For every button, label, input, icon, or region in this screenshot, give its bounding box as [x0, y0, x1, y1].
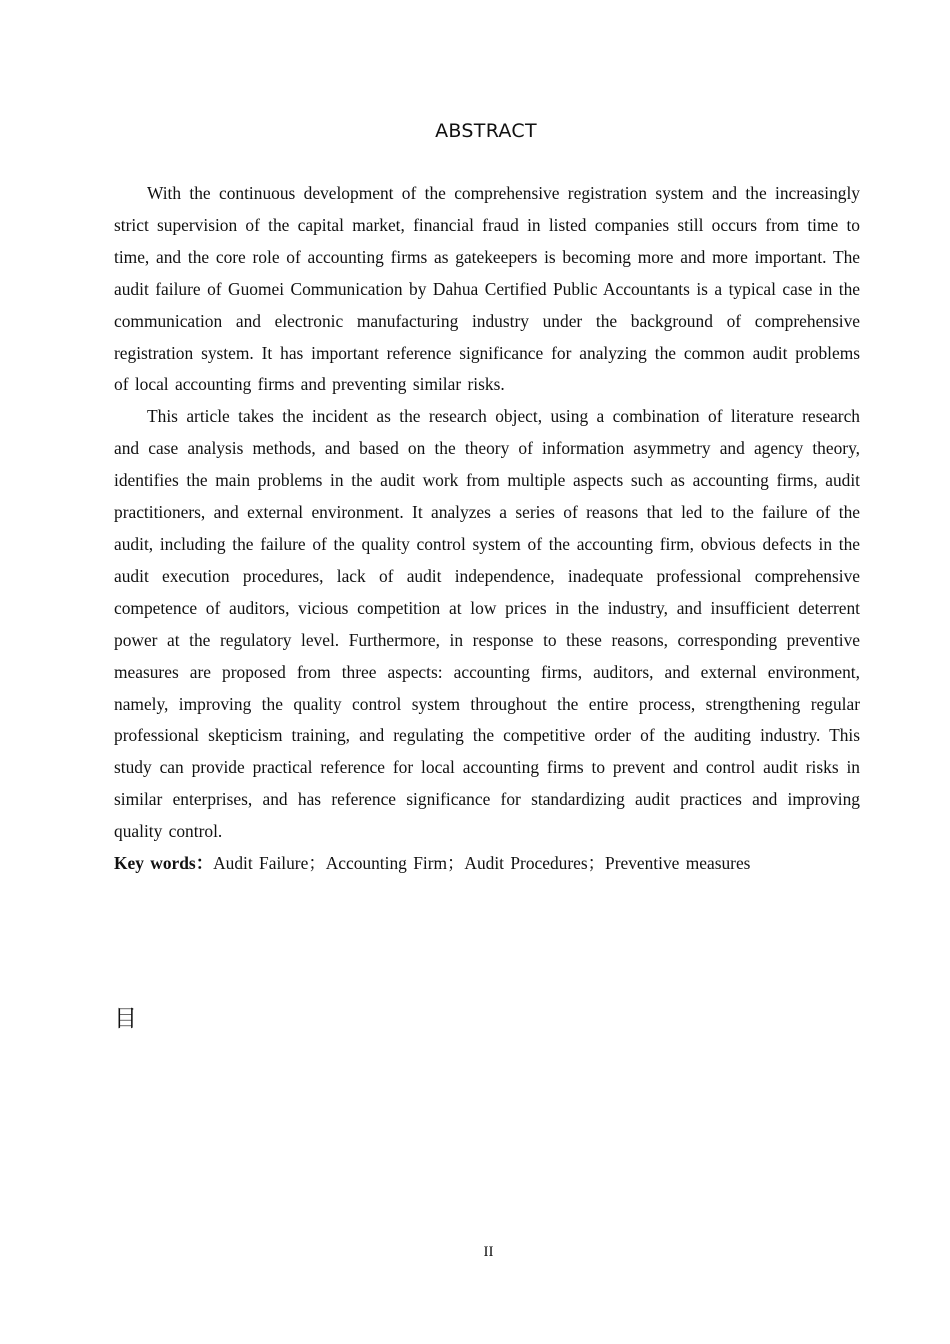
keywords-line: [114, 848, 860, 880]
table-of-contents-heading: 目: [114, 1006, 137, 1032]
keywords-text: Audit Failure；Accounting Firm；Audit Procedures；Preventive measures: [213, 853, 751, 874]
page-number: II: [483, 1244, 494, 1260]
abstract-paragraph-2: This article takes the incident as the research object, using a combination of literature research and case analysis methods, and based on the theory of information asymmetry and agency theory, identifies the main problems in the audit work from multiple aspects such as accounting firms, audit practitioners, and external environment. It analyzes a series of reasons that led to the failure of the audit, including the failure of the quality control system of the accounting firm, obvious defects in the audit execution procedures, lack of audit independence, inadequate professional comprehensive competence of auditors, vicious competition at low prices in the industry, and insufficient deterrent power at the regulatory level. Furthermore, in response to these reasons, corresponding preventive measures are proposed from three aspects: accounting firms, auditors, and external environment, namely, improving the quality control system throughout the entire process, strengthening regular professional skepticism training, and regulating the competitive order of the auditing industry. This study can provide practical reference for local accounting firms to prevent and control audit risks in similar enterprises, and has reference significance for standardizing audit practices and improving quality control.: [114, 406, 860, 842]
abstract-title: ABSTRACT: [435, 120, 537, 142]
abstract-body: [114, 178, 860, 880]
abstract-paragraph-1: With the continuous development of the comprehensive registration system and the increasingly strict supervision of the capital market, financial fraud in listed companies still occurs from time to time, and the core role of accounting firms as gatekeepers is becoming more and more important. The audit failure of Guomei Communication by Dahua Certified Public Accountants is a typical case in the communication and electronic manufacturing industry under the background of comprehensive registration system. It has important reference significance for analyzing the common audit problems of local accounting firms and preventing similar risks.: [114, 183, 860, 395]
keywords-label: Key words：: [114, 853, 214, 874]
